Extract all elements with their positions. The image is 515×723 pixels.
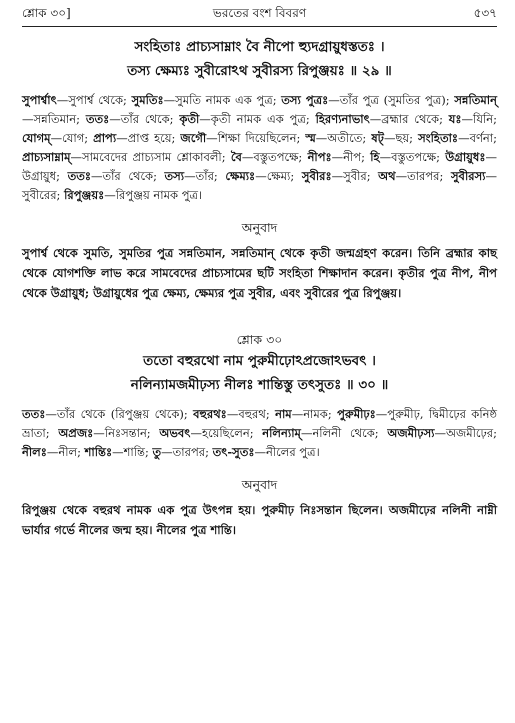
synonym-meaning: —তাঁর থেকে;	[90, 169, 165, 183]
synonym-word: প্রাচ্যসাম্নাম্	[22, 150, 71, 164]
synonym-meaning: —প্রাপ্ত হয়ে;	[116, 131, 181, 145]
synonym-meaning: —বহুরথ;	[226, 407, 276, 421]
synonym-word: রিপুঞ্জয়ঃ	[64, 188, 105, 202]
synonym-meaning: —তাঁর পুত্র (সুমতির পুত্র);	[328, 93, 455, 107]
synonym-word: পুরুমীঢ়ঃ	[337, 407, 376, 421]
verse-30-line-1: ততো বহুরথো নাম পুরুমীঢ়োঽপ্রজোঽভবৎ ।	[143, 353, 376, 369]
synonym-meaning: —ক্ষেম্য;	[255, 169, 302, 183]
synonym-word: নলিন্যাম্	[262, 426, 301, 440]
synonym-word: সুবীরস্য	[450, 169, 486, 183]
synonym-meaning: —নীল;	[46, 445, 85, 459]
translation-heading-30: অনুবাদ	[241, 477, 278, 492]
synonym-meaning: —নীলের পুত্র।	[254, 445, 320, 459]
synonym-word: প্রাপ্য	[93, 131, 117, 145]
synonym-word: তৎ-সুতঃ	[212, 445, 255, 459]
translation-heading-29: অনুবাদ	[241, 220, 278, 235]
synonym-meaning: —সুপার্শ্ব থেকে;	[56, 93, 132, 107]
verse-29-line-2: তস্য ক্ষেম্যঃ সুবীরোঽথ সুবীরস্য রিপুঞ্জয়ঃ ॥ ২৯ ॥	[127, 63, 392, 79]
synonym-meaning: —সুবীরের;	[22, 169, 497, 202]
translation-verse-29: সুপার্শ্ব থেকে সুমতি, সুমতির পুত্র সন্নতিমান, সন্নতিমান্ থেকে কৃতী জন্মগ্রহণ করেন। তিনি ব্রহ্মার কাছ থেকে যোগশক্তি লাভ করে সামবেদের প্রাচ্যসামের ছটি সংহিতা শিক্ষাদান করেন। কৃতীর পুত্র নীপ, নীপ থেকে উগ্রায়ুধ; উগ্রায়ুধের পুত্র ক্ষেম্য, ক্ষেম্যর পুত্র সুবীর, এবং সুবীরের পুত্র রিপুঞ্জয়।	[22, 246, 497, 300]
synonym-meaning: —সন্নতিমান;	[22, 112, 86, 126]
synonym-word: ততঃ	[67, 169, 91, 183]
synonym-word: ষট্	[371, 131, 384, 145]
synonym-word: অথ	[378, 169, 396, 183]
synonym-word: সুবীরঃ	[301, 169, 332, 183]
synonym-word: বৈ	[230, 150, 242, 164]
synonym-meaning: —তাঁর;	[184, 169, 226, 183]
synonym-word: নাম	[275, 407, 292, 421]
synonym-word: সংহিতাঃ	[418, 131, 459, 145]
synonym-meaning: —ছয়;	[383, 131, 419, 145]
synonym-word: ততঃ	[22, 407, 46, 421]
synonym-meaning: —সুমতি নামক এক পুত্র;	[163, 93, 282, 107]
verse-30-line-2: নলিন্যামজমীঢ়স্য নীলঃ শান্তিস্তু তৎসুতঃ ॥ ৩০ ॥	[130, 377, 389, 393]
synonym-meaning: —নীপ;	[331, 150, 371, 164]
synonym-meaning: —নামক;	[291, 407, 338, 421]
synonym-word: স্ম	[305, 131, 316, 145]
synonym-word: সুপার্শ্বাৎ	[22, 93, 57, 107]
synonym-meaning: —বস্তুতপক্ষে;	[241, 150, 308, 164]
synonym-meaning: —শিক্ষা দিয়েছিলেন;	[206, 131, 306, 145]
synonym-meaning: —নলিনী থেকে;	[300, 426, 388, 440]
synonym-word: ততঃ	[85, 112, 110, 126]
synonym-word: জগৌ	[180, 131, 207, 145]
running-header	[22, 0, 497, 27]
synonym-word: সন্নতিমান্	[454, 93, 497, 107]
synonym-meaning: —নিঃসন্তান;	[93, 426, 160, 440]
synonym-word: বহুরথঃ	[193, 407, 227, 421]
synonym-meaning: —তাঁর থেকে (রিপুঞ্জয় থেকে);	[45, 407, 194, 421]
synonym-word: নীলঃ	[22, 445, 47, 459]
synonym-word: হি	[370, 150, 380, 164]
synonym-meaning: —বস্তুতপক্ষে;	[379, 150, 446, 164]
synonyms-verse-30	[22, 405, 497, 462]
synonym-meaning: —সুবীর;	[331, 169, 379, 183]
synonym-meaning: —সামবেদের প্রাচ্যসাম শ্লোকাবলী;	[70, 150, 231, 164]
synonym-meaning: —যোগ;	[50, 131, 94, 145]
synonym-meaning: —তারপর;	[395, 169, 451, 183]
synonyms-verse-29	[22, 91, 497, 205]
synonym-word: কৃতী	[179, 112, 200, 126]
synonym-word: ক্ষেম্যঃ	[225, 169, 256, 183]
synonym-word: যঃ	[448, 112, 462, 126]
synonym-word: তু	[152, 445, 162, 459]
synonym-meaning: —অতীতে;	[315, 131, 372, 145]
synonym-meaning: —কৃতী নামক এক পুত্র;	[199, 112, 316, 126]
synonym-meaning: —রিপুঞ্জয় নামক পুত্র।	[104, 188, 203, 202]
synonym-word: যোগম্	[22, 131, 51, 145]
synonym-meaning: —তারপর;	[161, 445, 213, 459]
synonym-meaning: —অজমীঢ়ের;	[434, 426, 498, 440]
synonym-word: তস্য	[164, 169, 185, 183]
synonym-meaning: —তাঁর থেকে;	[109, 112, 180, 126]
synonym-word: সুমতিঃ	[131, 93, 164, 107]
header-page-number: ৫৩৭	[473, 6, 497, 20]
synonym-word: অপ্রজঃ	[58, 426, 94, 440]
synonym-word: হিরণ্যনাভাৎ	[315, 112, 370, 126]
header-verse-ref: শ্লোক ৩০]	[22, 6, 71, 20]
synonym-meaning: —শান্তি;	[112, 445, 153, 459]
translation-verse-30: রিপুঞ্জয় থেকে বহুরথ নামক এক পুত্র উৎপন্ন হয়। পুরুমীঢ় নিঃসন্তান ছিলেন। অজমীঢ়ের নলিনী নাম্নী ভার্যার গর্ভে নীলের জন্ম হয়। নীলের পুত্র শান্তি।	[22, 503, 497, 537]
synonym-word: অজমীঢ়স্য	[387, 426, 435, 440]
synonym-meaning: —উগ্রায়ুধ;	[22, 150, 498, 183]
synonym-word: তস্য পুত্রঃ	[281, 93, 329, 107]
synonym-meaning: —পুরুমীঢ়, দ্বিমীঢ়ের কনিষ্ঠ ভ্রাতা;	[22, 407, 497, 440]
synonym-meaning: —হয়েছিলেন;	[190, 426, 263, 440]
synonym-word: উগ্রায়ুধঃ	[445, 150, 486, 164]
synonym-word: অভবৎ	[159, 426, 191, 440]
verse-30-heading: শ্লোক ৩০	[236, 332, 283, 347]
verse-29-line-1: সংহিতাঃ প্রাচ্যসাম্নাং বৈ নীপো হ্যুদগ্রায়ুধস্ততঃ ।	[134, 39, 385, 55]
header-chapter-title: ভরতের বংশ বিবরণ	[212, 6, 307, 20]
synonym-meaning: —ব্রহ্মার থেকে;	[369, 112, 449, 126]
synonym-meaning: —বর্ণনা;	[458, 131, 497, 145]
synonym-word: নীপঃ	[307, 150, 332, 164]
synonym-word: শান্তিঃ	[84, 445, 113, 459]
synonym-meaning: —যিনি;	[461, 112, 497, 126]
